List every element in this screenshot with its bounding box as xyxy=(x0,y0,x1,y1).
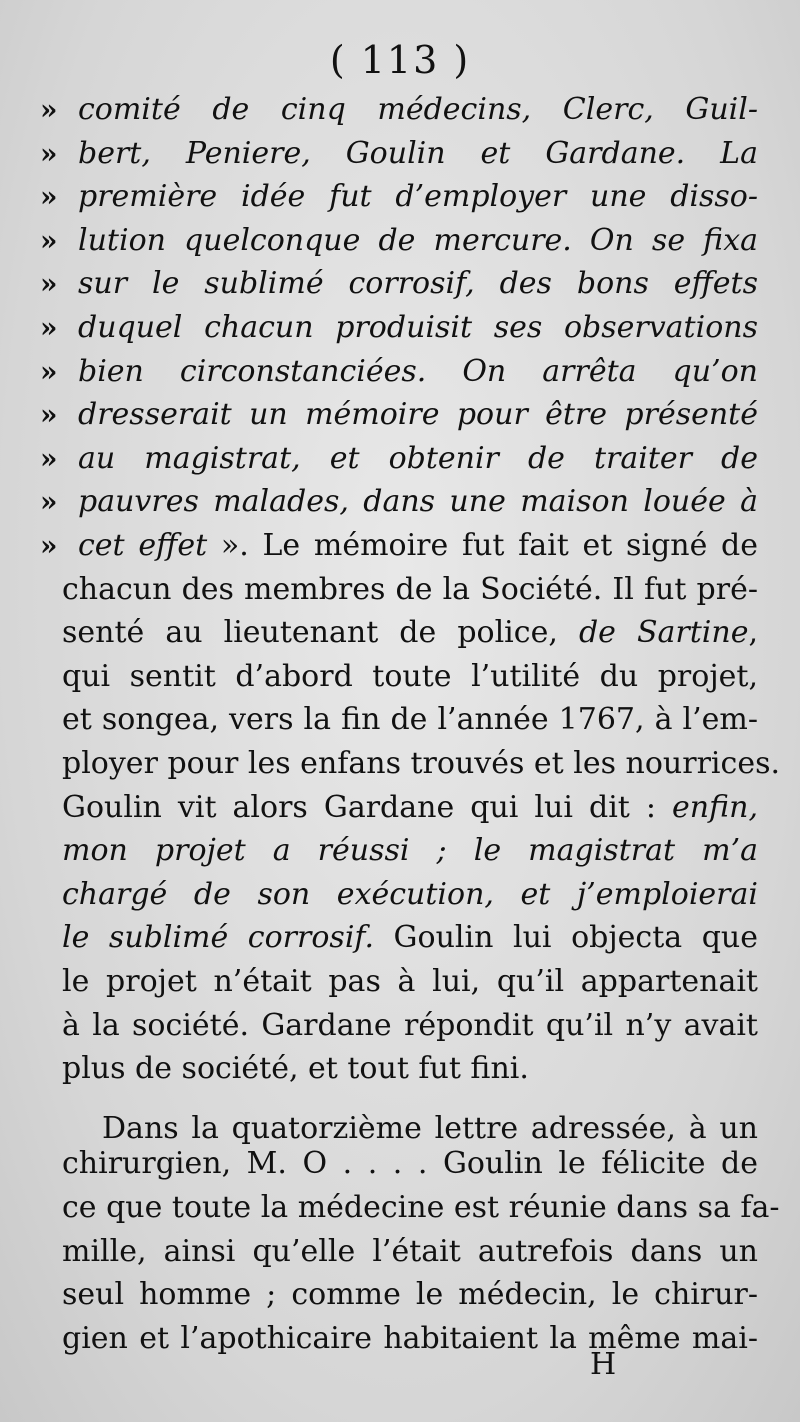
text-line xyxy=(0,262,800,306)
line-text xyxy=(62,1186,780,1230)
roman-run: mille, ainsi qu’elle l’était autrefois dans un xyxy=(62,1233,758,1269)
line-text xyxy=(78,306,758,350)
line-text xyxy=(62,698,758,742)
text-line xyxy=(0,393,800,437)
roman-run: Goulin lui objecta que xyxy=(373,920,758,956)
roman-run: senté au lieutenant de police, xyxy=(62,615,579,651)
page-number: ( 113 ) xyxy=(329,38,471,82)
quote-mark: » xyxy=(40,529,58,562)
line-text xyxy=(62,655,758,699)
roman-run: seul homme ; comme le médecin, le chirur- xyxy=(62,1277,758,1313)
text-line xyxy=(0,916,800,960)
line-text xyxy=(78,524,758,568)
line-text xyxy=(78,175,758,219)
text-line xyxy=(0,1047,800,1091)
line-text xyxy=(62,742,781,786)
line-text xyxy=(62,1317,758,1361)
text-line xyxy=(0,1317,800,1361)
text-line xyxy=(0,1004,800,1048)
line-text xyxy=(62,1004,758,1048)
quote-mark: » xyxy=(40,223,58,257)
line-text xyxy=(78,132,758,176)
roman-run: chirurgien, M. O . . . . Goulin le félicite de xyxy=(62,1146,758,1182)
quote-mark: » xyxy=(40,267,58,301)
italic-run: au magistrat, et obtenir de traiter de xyxy=(78,440,758,476)
roman-run: ployer pour les enfans trouvés et les nourrices. xyxy=(62,746,781,781)
text-line xyxy=(0,611,800,655)
italic-run: sur le sublimé corrosif, des bons effets xyxy=(78,266,758,302)
roman-run: chacun des membres de la Société. Il fut pré- xyxy=(62,571,758,607)
text-line xyxy=(0,655,800,699)
italic-run: bien circonstanciées. On arrêta qu’on xyxy=(78,353,758,389)
roman-run: et songea, vers la fin de l’année 1767, à l’em- xyxy=(62,702,758,738)
text-line xyxy=(0,1230,800,1274)
roman-run: ce que toute la médecine est réunie dans sa fa- xyxy=(62,1190,780,1225)
text-line xyxy=(0,306,800,350)
italic-run: comité de cinq médecins, Clerc, Guil- xyxy=(78,92,758,127)
text-line xyxy=(0,873,800,917)
text-line xyxy=(0,568,800,612)
line-text xyxy=(62,1047,758,1091)
line-text xyxy=(78,88,758,132)
text-line xyxy=(0,786,800,830)
quote-mark: » xyxy=(40,136,58,170)
text-line xyxy=(0,437,800,481)
text-line xyxy=(0,350,800,394)
roman-run: qui sentit d’abord toute l’utilité du projet, xyxy=(62,658,758,694)
italic-run: bert, Peniere, Goulin et Gardane. La xyxy=(78,135,758,171)
text-line xyxy=(0,175,800,219)
line-text xyxy=(62,916,758,960)
line-text xyxy=(62,611,758,655)
italic-run: enfin, xyxy=(672,789,758,825)
text-line xyxy=(0,1142,800,1186)
text-line xyxy=(0,480,800,524)
line-text xyxy=(78,262,758,306)
text-line xyxy=(0,88,800,132)
text-line xyxy=(0,132,800,176)
italic-run: lution quelconque de mercure. On se fixa xyxy=(78,222,758,258)
quote-mark: » xyxy=(40,485,58,519)
quote-mark: » xyxy=(40,354,58,388)
line-text xyxy=(62,873,758,917)
text-line xyxy=(0,960,800,1004)
line-text xyxy=(78,393,758,437)
quote-mark: » xyxy=(40,180,58,214)
quote-mark: » xyxy=(40,311,58,344)
roman-run: plus de société, et tout fut fini. xyxy=(62,1051,529,1087)
quote-mark: » xyxy=(40,93,58,126)
italic-run: pauvres malades, dans une maison louée à xyxy=(78,484,758,520)
line-text xyxy=(62,960,758,1004)
line-text xyxy=(62,1273,758,1317)
line-text xyxy=(78,350,758,394)
quote-mark: » xyxy=(40,441,58,475)
roman-run: Goulin vit alors Gardane qui lui dit : xyxy=(62,789,673,825)
text-line xyxy=(0,698,800,742)
italic-run: cet effet xyxy=(78,528,208,563)
text-line xyxy=(0,219,800,263)
italic-run: de Sartine xyxy=(578,615,749,651)
roman-run: , xyxy=(748,615,759,651)
line-text xyxy=(62,786,758,830)
line-text xyxy=(78,480,758,524)
roman-run: ». Le mémoire fut fait et signé de xyxy=(207,528,758,563)
text-line xyxy=(0,1186,800,1230)
line-text xyxy=(62,1142,758,1186)
italic-run: duquel chacun produisit ses observations xyxy=(78,310,758,345)
text-line xyxy=(0,829,800,873)
text-line xyxy=(0,742,800,786)
line-text xyxy=(62,1230,758,1274)
roman-run: gien et l’apothicaire habitaient la même mai- xyxy=(62,1320,758,1356)
italic-run: première idée fut d’employer une disso- xyxy=(78,179,758,215)
roman-run: le projet n’était pas à lui, qu’il appartenait xyxy=(62,964,758,999)
quote-mark: » xyxy=(40,398,58,432)
italic-run: dresserait un mémoire pour être présenté xyxy=(78,397,758,433)
line-text xyxy=(78,219,758,263)
line-text xyxy=(62,829,758,873)
signature-mark: H xyxy=(590,1347,615,1382)
text-line xyxy=(0,1273,800,1317)
italic-run: mon projet a réussi ; le magistrat m’a xyxy=(62,833,758,869)
roman-run: à la société. Gardane répondit qu’il n’y avait xyxy=(62,1007,758,1043)
roman-run: Dans la quatorzième lettre adressée, à un xyxy=(102,1110,758,1146)
line-text xyxy=(62,568,758,612)
line-text xyxy=(78,437,758,481)
italic-run: chargé de son exécution, et j’emploierai xyxy=(62,876,758,912)
italic-run: le sublimé corrosif. xyxy=(62,920,374,956)
text-line xyxy=(0,524,800,568)
